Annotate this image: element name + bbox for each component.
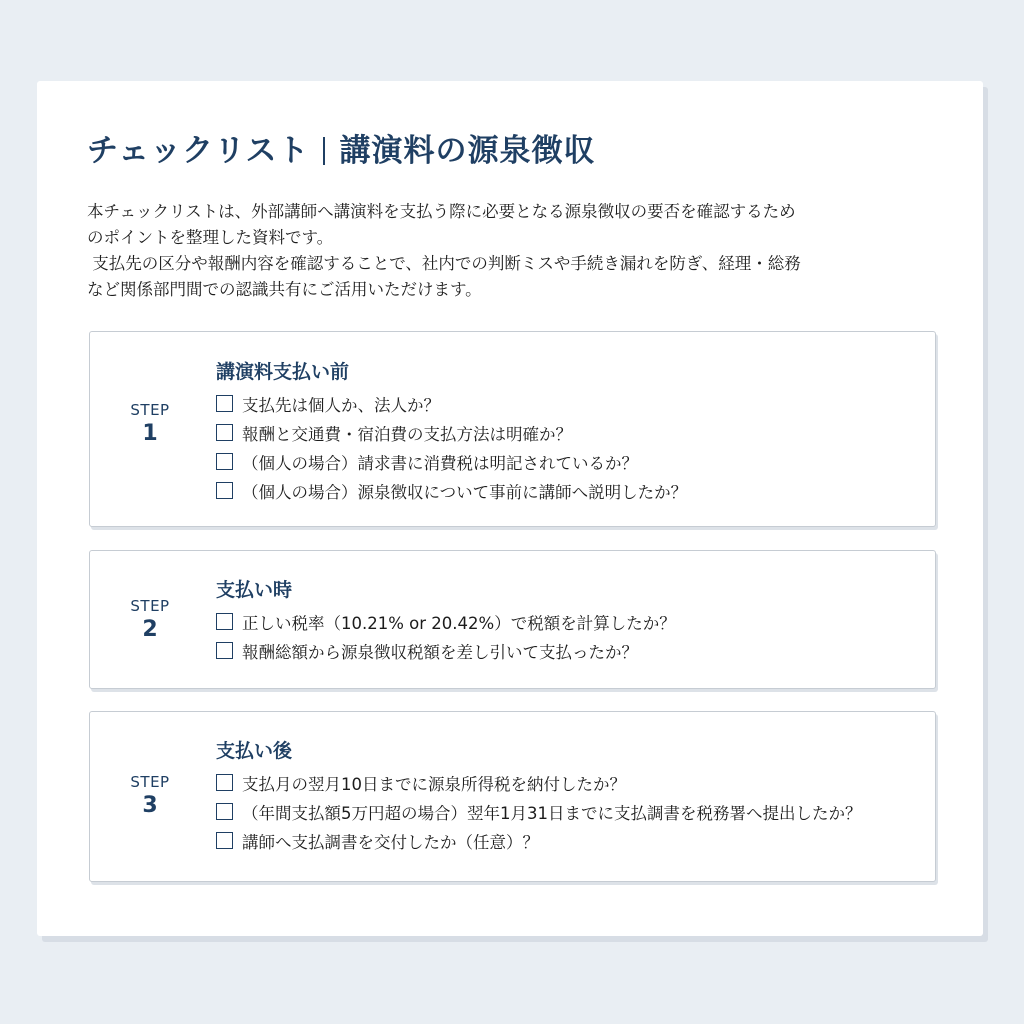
checklist-item-label: （個人の場合）請求書に消費税は明記されているか？ — [242, 453, 638, 473]
step-word: STEP — [130, 597, 170, 615]
step-heading: 講演料支払い前 — [216, 361, 350, 383]
step-1-label — [90, 401, 210, 449]
intro-line: 本チェックリストは、外部講師へ講演料を支払う際に必要となる源泉徴収の要否を確認するため — [87, 202, 796, 221]
intro-line: など関係部門間での認識共有にご活用いただけます。 — [87, 280, 482, 299]
title-main: チェックリスト — [87, 133, 310, 169]
checklist-card — [37, 81, 983, 936]
step-1-content — [216, 359, 925, 505]
page-title — [87, 131, 595, 171]
checkbox[interactable] — [216, 774, 233, 791]
checklist-item-label: 正しい税率（10.21% or 20.42%）で税額を計算したか？ — [242, 613, 676, 633]
step-number: 2 — [142, 617, 158, 642]
checkbox[interactable] — [216, 613, 233, 630]
checkbox[interactable] — [216, 482, 233, 499]
checkbox[interactable] — [216, 453, 233, 470]
step-1-box — [89, 331, 936, 527]
checklist-item-label: （年間支払額5万円超の場合）翌年1月31日までに支払調書を税務署へ提出したか？ — [242, 803, 862, 823]
checklist-item[interactable] — [216, 418, 925, 447]
step-3-box — [89, 711, 936, 882]
checkbox[interactable] — [216, 803, 233, 820]
checklist-item-label: 報酬総額から源泉徴収税額を差し引いて支払ったか？ — [242, 642, 638, 662]
checklist-item[interactable] — [216, 797, 925, 826]
intro-line: 支払先の区分や報酬内容を確認することで、社内での判断ミスや手続き漏れを防ぎ、経理・総務 — [87, 254, 801, 273]
step-heading: 支払い時 — [216, 579, 293, 601]
title-sub: 講演料の源泉徴収 — [339, 133, 596, 169]
checklist-item[interactable] — [216, 607, 925, 636]
step-word: STEP — [130, 401, 170, 419]
checklist-item[interactable] — [216, 826, 925, 855]
checklist-item[interactable] — [216, 636, 925, 665]
checklist-item-label: 報酬と交通費・宿泊費の支払方法は明確か？ — [242, 424, 572, 444]
checklist-item-label: 支払先は個人か、法人か？ — [242, 395, 440, 415]
checkbox[interactable] — [216, 642, 233, 659]
step-number: 3 — [142, 793, 158, 818]
step-2-content — [216, 577, 925, 665]
checkbox[interactable] — [216, 832, 233, 849]
title-separator — [323, 137, 325, 165]
step-number: 1 — [142, 421, 158, 446]
step-2-box — [89, 550, 936, 689]
intro-paragraph — [87, 199, 947, 303]
checklist-item[interactable] — [216, 768, 925, 797]
step-word: STEP — [130, 773, 170, 791]
step-3-label — [90, 773, 210, 821]
checklist-item-label: （個人の場合）源泉徴収について事前に講師へ説明したか？ — [242, 482, 688, 502]
checklist-item[interactable] — [216, 389, 925, 418]
checklist-item[interactable] — [216, 447, 925, 476]
checkbox[interactable] — [216, 395, 233, 412]
checkbox[interactable] — [216, 424, 233, 441]
intro-line: のポイントを整理した資料です。 — [87, 228, 334, 247]
step-heading: 支払い後 — [216, 740, 293, 762]
checklist-item[interactable] — [216, 476, 925, 505]
checklist-item-label: 講師へ支払調書を交付したか（任意）？ — [242, 832, 539, 852]
step-2-label — [90, 597, 210, 645]
checklist-item-label: 支払月の翌月10日までに源泉所得税を納付したか？ — [242, 774, 626, 794]
step-3-content — [216, 738, 925, 855]
